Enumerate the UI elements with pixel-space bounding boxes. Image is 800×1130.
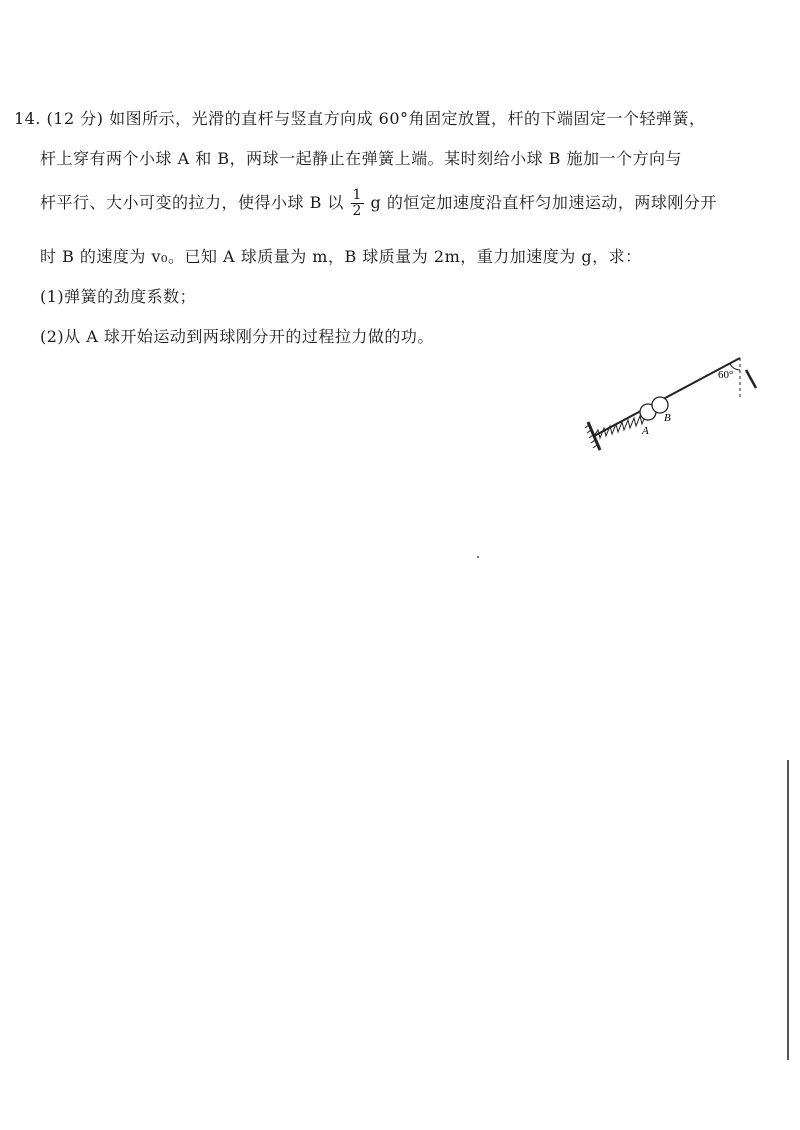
problem-text-3b: g 的恒定加速度沿直杆匀加速运动，两球刚分开 (370, 193, 717, 212)
problem-number: 14. (14, 109, 41, 128)
problem-line-3 (40, 188, 717, 219)
question-2 (40, 324, 434, 347)
problem-text-4: 时 B 的速度为 v₀。已知 A 球质量为 m，B 球质量为 2m，重力加速度为 g，求： (40, 247, 642, 266)
ball-b (652, 397, 668, 413)
fraction-denominator: 2 (352, 203, 362, 219)
scan-speck (477, 556, 479, 558)
question-1-text: (1)弹簧的劲度系数； (40, 287, 197, 306)
problem-text-2: 杆上穿有两个小球 A 和 B，两球一起静止在弹簧上端。某时刻给小球 B 施加一个方向与 (40, 149, 683, 168)
question-2-text: (2)从 A 球开始运动到两球刚分开的过程拉力做的功。 (40, 327, 434, 346)
problem-line-2 (40, 146, 682, 169)
label-a: A (642, 425, 649, 437)
problem-line-4 (40, 244, 642, 267)
question-1 (40, 284, 196, 307)
angle-label: 60° (718, 369, 734, 381)
upper-wall (746, 370, 756, 388)
problem-line-1 (14, 106, 706, 129)
problem-text-3a: 杆平行、大小可变的拉力，使得小球 B 以 (40, 193, 344, 212)
fraction-one-half (351, 188, 364, 219)
label-b: B (664, 412, 671, 424)
problem-points: (12 分) (46, 109, 104, 128)
fraction-numerator: 1 (352, 187, 362, 203)
rod-spring-diagram (580, 350, 780, 460)
problem-text-1: 如图所示，光滑的直杆与竖直方向成 60°角固定放置，杆的下端固定一个轻弹簧， (109, 109, 706, 128)
scan-margin-line (787, 760, 789, 1060)
